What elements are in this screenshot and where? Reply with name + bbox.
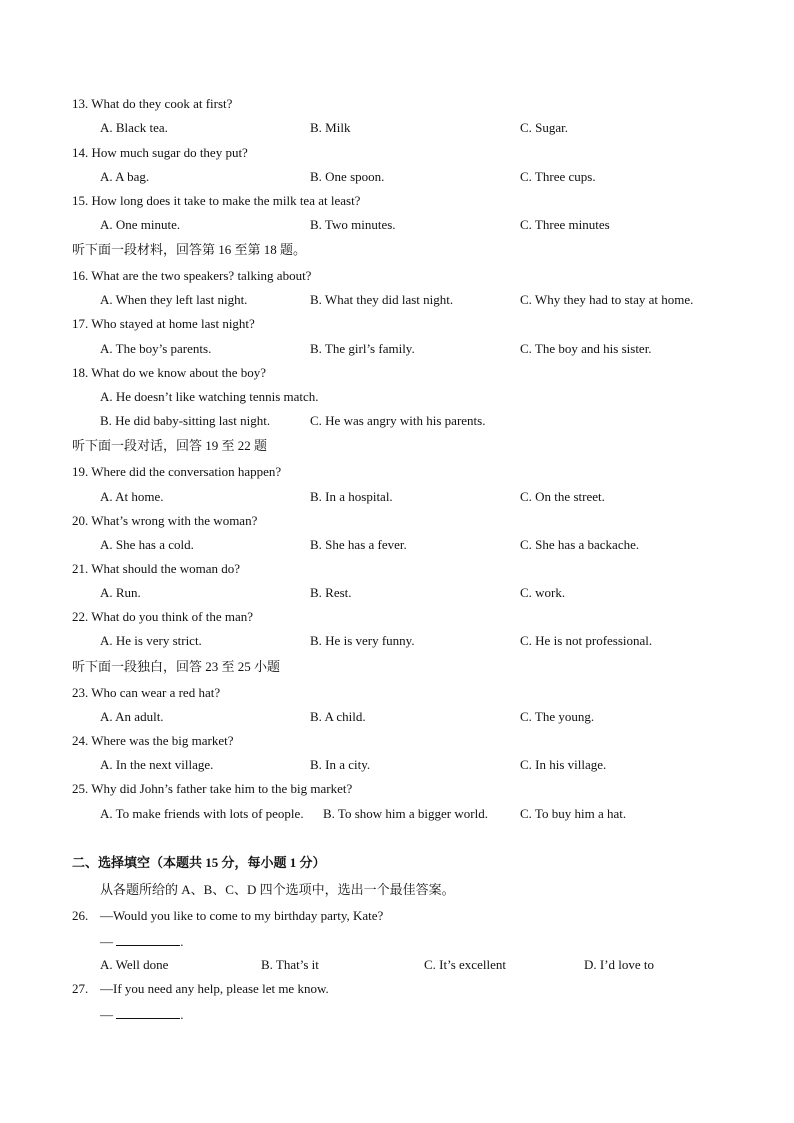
q15-option-a[interactable]: A. One minute. [100, 217, 181, 232]
q23-option-b[interactable]: B. A child. [310, 709, 366, 724]
answer-blank[interactable] [116, 933, 180, 946]
section-note-19-22: 听下面一段对话，回答 19 至 22 题 [72, 438, 268, 453]
q18-option-a[interactable]: A. He doesn’t like watching tennis match. [100, 389, 319, 404]
q23-option-c[interactable]: C. The young. [520, 709, 595, 724]
q20-option-b[interactable]: B. She has a fever. [310, 537, 407, 552]
q17-option-b[interactable]: B. The girl’s family. [310, 341, 415, 356]
q13-option-a[interactable]: A. Black tea. [100, 120, 168, 135]
question-25: 25. Why did John’s father take him to the big market? [72, 781, 353, 796]
question-27-prompt: —If you need any help, please let me know. [100, 981, 329, 996]
q24-option-c[interactable]: C. In his village. [520, 757, 607, 772]
q26-option-d[interactable]: D. I’d love to [584, 957, 655, 972]
q15-option-c[interactable]: C. Three minutes [520, 217, 610, 232]
question-27-number: 27. [72, 981, 89, 996]
q23-option-a[interactable]: A. An adult. [100, 709, 164, 724]
q16-option-c[interactable]: C. Why they had to stay at home. [520, 292, 694, 307]
q21-option-c[interactable]: C. work. [520, 585, 566, 600]
q19-option-b[interactable]: B. In a hospital. [310, 489, 393, 504]
question-27-reply-line: — . [100, 1007, 184, 1022]
q21-option-a[interactable]: A. Run. [100, 585, 141, 600]
question-15: 15. How long does it take to make the milk tea at least? [72, 193, 361, 208]
q14-option-c[interactable]: C. Three cups. [520, 169, 596, 184]
question-16: 16. What are the two speakers? talking about? [72, 268, 312, 283]
q24-option-b[interactable]: B. In a city. [310, 757, 371, 772]
q18-option-b[interactable]: B. He did baby-sitting last night. [100, 413, 271, 428]
q18-option-c[interactable]: C. He was angry with his parents. [310, 413, 486, 428]
question-17: 17. Who stayed at home last night? [72, 316, 255, 331]
q20-option-c[interactable]: C. She has a backache. [520, 537, 640, 552]
q13-option-c[interactable]: C. Sugar. [520, 120, 569, 135]
q26-option-c[interactable]: C. It’s excellent [424, 957, 506, 972]
question-26-prompt: —Would you like to come to my birthday party, Kate? [100, 908, 384, 923]
q19-option-c[interactable]: C. On the street. [520, 489, 605, 504]
section-note-23-25: 听下面一段独白，回答 23 至 25 小题 [72, 659, 281, 674]
question-20: 20. What’s wrong with the woman? [72, 513, 258, 528]
q21-option-b[interactable]: B. Rest. [310, 585, 352, 600]
question-13: 13. What do they cook at first? [72, 96, 233, 111]
q15-option-b[interactable]: B. Two minutes. [310, 217, 396, 232]
question-14: 14. How much sugar do they put? [72, 145, 248, 160]
q22-option-c[interactable]: C. He is not professional. [520, 633, 653, 648]
q17-option-c[interactable]: C. The boy and his sister. [520, 341, 652, 356]
part2-heading: 二、选择填空（本题共 15 分，每小题 1 分） [72, 855, 326, 870]
question-24: 24. Where was the big market? [72, 733, 234, 748]
q26-option-a[interactable]: A. Well done [100, 957, 169, 972]
question-19: 19. Where did the conversation happen? [72, 464, 282, 479]
part2-instruction: 从各题所给的 A、B、C、D 四个选项中，选出一个最佳答案。 [100, 882, 455, 897]
q22-option-a[interactable]: A. He is very strict. [100, 633, 202, 648]
section-note-16-18: 听下面一段材料，回答第 16 至第 18 题。 [72, 242, 307, 257]
question-26-reply-line: — . [100, 934, 184, 949]
q24-option-a[interactable]: A. In the next village. [100, 757, 214, 772]
q25-option-c[interactable]: C. To buy him a hat. [520, 806, 627, 821]
question-26-number: 26. [72, 908, 89, 923]
q26-option-b[interactable]: B. That’s it [261, 957, 319, 972]
q14-option-b[interactable]: B. One spoon. [310, 169, 385, 184]
answer-blank[interactable] [116, 1006, 180, 1019]
question-18: 18. What do we know about the boy? [72, 365, 266, 380]
q20-option-a[interactable]: A. She has a cold. [100, 537, 194, 552]
q17-option-a[interactable]: A. The boy’s parents. [100, 341, 212, 356]
q25-option-a[interactable]: A. To make friends with lots of people. [100, 806, 304, 821]
q16-option-a[interactable]: A. When they left last night. [100, 292, 248, 307]
q13-option-b[interactable]: B. Milk [310, 120, 351, 135]
question-23: 23. Who can wear a red hat? [72, 685, 221, 700]
q25-option-b[interactable]: B. To show him a bigger world. [323, 806, 488, 821]
question-22: 22. What do you think of the man? [72, 609, 254, 624]
q22-option-b[interactable]: B. He is very funny. [310, 633, 415, 648]
q19-option-a[interactable]: A. At home. [100, 489, 164, 504]
question-21: 21. What should the woman do? [72, 561, 241, 576]
q16-option-b[interactable]: B. What they did last night. [310, 292, 454, 307]
q14-option-a[interactable]: A. A bag. [100, 169, 150, 184]
